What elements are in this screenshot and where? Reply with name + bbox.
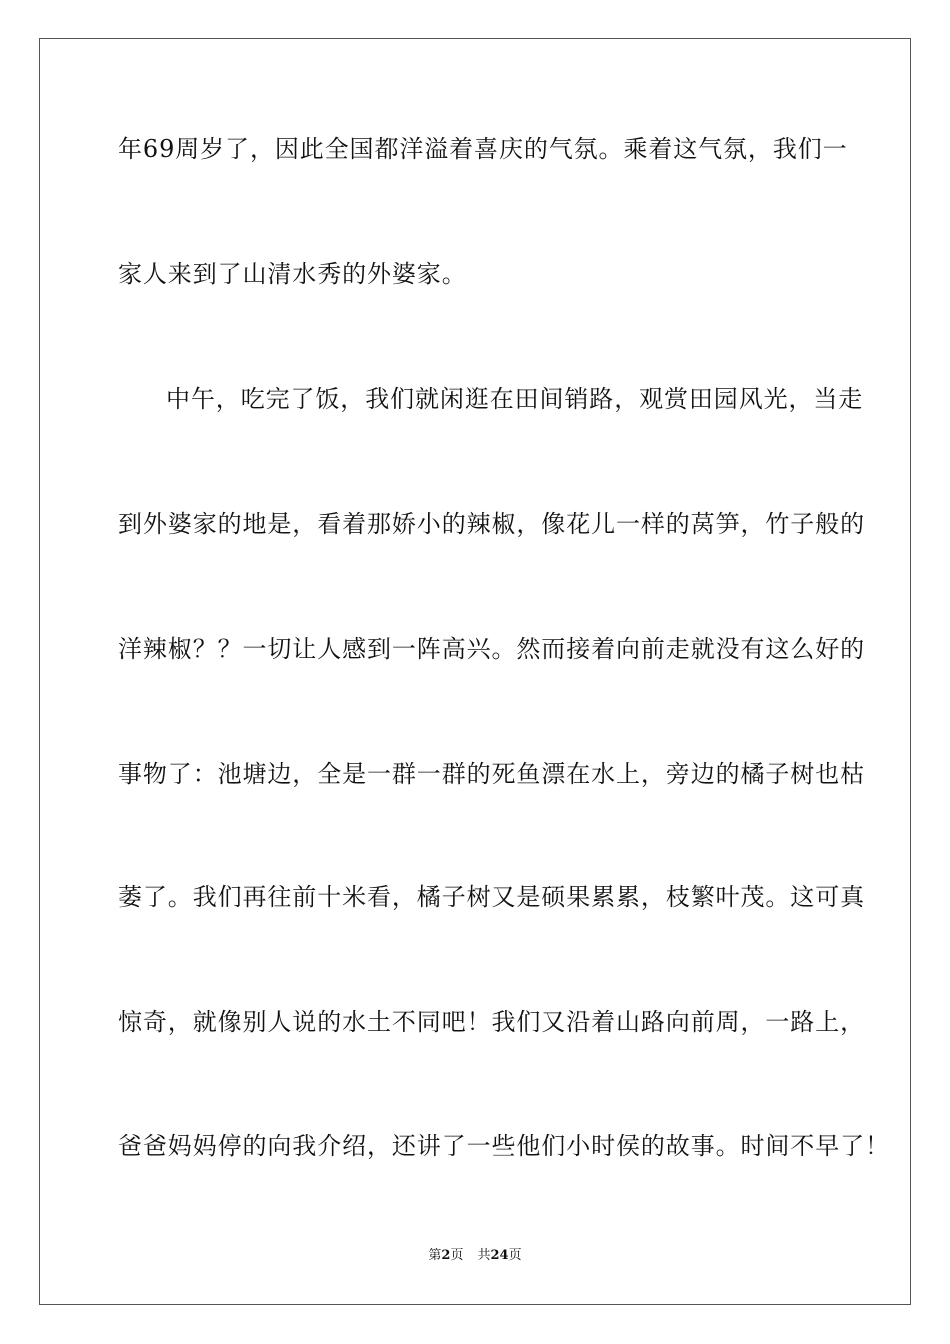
body-text-line-6: 事物了：池塘边，全是一群一群的死鱼漂在水上，旁边的橘子树也枯 bbox=[118, 760, 865, 788]
body-text-line-3: 中午，吃完了饭，我们就闲逛在田间销路，观赏田园风光，当走 bbox=[166, 385, 864, 413]
body-text-line-2: 家人来到了山清水秀的外婆家。 bbox=[118, 260, 467, 288]
page-footer bbox=[0, 1247, 950, 1265]
total-pages-label: 共24页 bbox=[477, 1248, 522, 1263]
body-text-line-1: 年69周岁了，因此全国都洋溢着喜庆的气氛。乘着这气氛，我们一 bbox=[118, 135, 848, 163]
body-text-line-9: 爸爸妈妈停的向我介绍，还讲了一些他们小时侯的故事。时间不早了！ bbox=[118, 1132, 890, 1160]
body-text-line-4: 到外婆家的地是，看着那娇小的辣椒，像花儿一样的莴笋，竹子般的 bbox=[118, 510, 865, 538]
total-pages: 24 bbox=[490, 1248, 509, 1263]
page-number: 2 bbox=[441, 1248, 451, 1263]
page-number-label: 第2页 bbox=[428, 1248, 464, 1263]
body-text-line-7: 萎了。我们再往前十米看，橘子树又是硕果累累，枝繁叶茂。这可真 bbox=[118, 883, 865, 911]
body-text-line-5: 洋辣椒？？一切让人感到一阵高兴。然而接着向前走就没有这么好的 bbox=[118, 635, 865, 663]
page-frame bbox=[39, 38, 911, 1305]
body-text-line-8: 惊奇，就像别人说的水土不同吧！我们又沿着山路向前周，一路上， bbox=[118, 1008, 865, 1036]
